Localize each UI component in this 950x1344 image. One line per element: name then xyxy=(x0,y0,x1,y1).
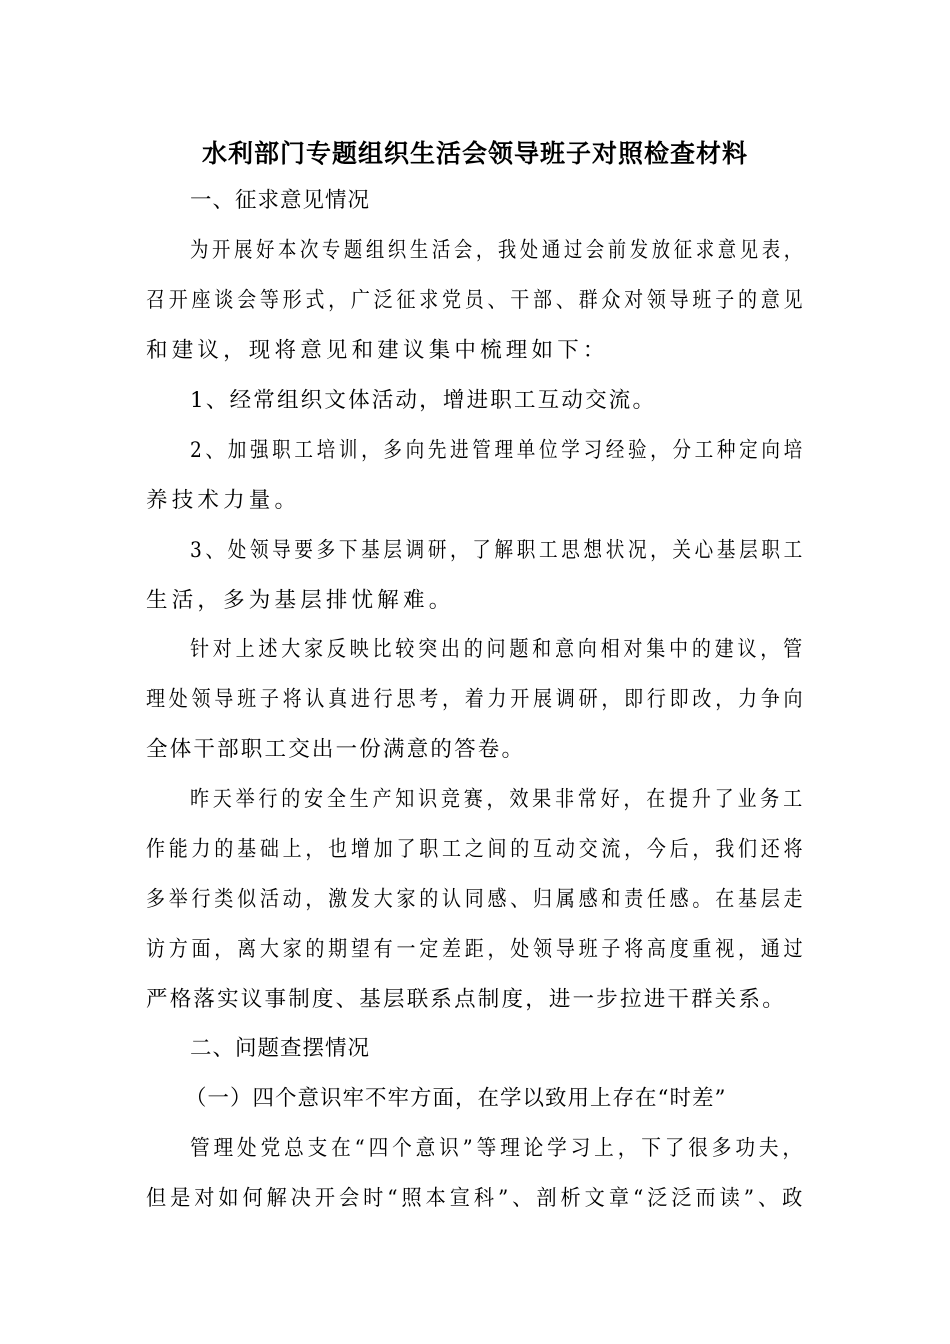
paragraph-line: 管理处党总支在“四个意识”等理论学习上，下了很多功夫， xyxy=(190,1136,806,1161)
document-title: 水利部门专题组织生活会领导班子对照检查材料 xyxy=(201,139,748,168)
paragraph-line: 全体干部职工交出一份满意的答卷。 xyxy=(146,737,526,762)
paragraph-line: 针对上述大家反映比较突出的问题和意向相对集中的建议，管 xyxy=(190,637,806,662)
list-item-continuation: 养技术力量。 xyxy=(146,488,301,513)
list-item: 2、加强职工培训，多向先进管理单位学习经验，分工种定向培 xyxy=(190,438,806,463)
paragraph-line: 作能力的基础上，也增加了职工之间的互动交流，今后，我们还将 xyxy=(146,837,807,862)
paragraph-line: 访方面，离大家的期望有一定差距，处领导班子将高度重视，通过 xyxy=(146,937,807,962)
sub-heading-1: （一）四个意识牢不牢方面，在学以致用上存在“时差” xyxy=(185,1086,727,1111)
paragraph-line: 和建议，现将意见和建议集中梳理如下： xyxy=(146,338,609,363)
list-item-continuation: 生活，多为基层排忧解难。 xyxy=(146,588,455,613)
paragraph-line: 昨天举行的安全生产知识竞赛，效果非常好，在提升了业务工 xyxy=(190,787,806,812)
paragraph-line: 但是对如何解决开会时“照本宣科”、剖析文章“泛泛而读”、政 xyxy=(146,1186,807,1211)
paragraph-line: 为开展好本次专题组织生活会，我处通过会前发放征求意见表， xyxy=(190,238,806,263)
list-item: 3、处领导要多下基层调研，了解职工思想状况，关心基层职工 xyxy=(190,538,806,563)
paragraph-line: 多举行类似活动，激发大家的认同感、归属感和责任感。在基层走 xyxy=(146,887,807,912)
list-item: 1、经常组织文体活动，增进职工互动交流。 xyxy=(190,388,657,413)
section-heading-2: 二、问题查摆情况 xyxy=(190,1036,371,1061)
paragraph-line: 严格落实议事制度、基层联系点制度，进一步拉进干群关系。 xyxy=(146,987,786,1012)
paragraph-line: 理处领导班子将认真进行思考，着力开展调研，即行即改，力争向 xyxy=(146,687,807,712)
section-heading-1: 一、征求意见情况 xyxy=(190,188,371,213)
paragraph-line: 召开座谈会等形式，广泛征求党员、干部、群众对领导班子的意见 xyxy=(146,288,807,313)
